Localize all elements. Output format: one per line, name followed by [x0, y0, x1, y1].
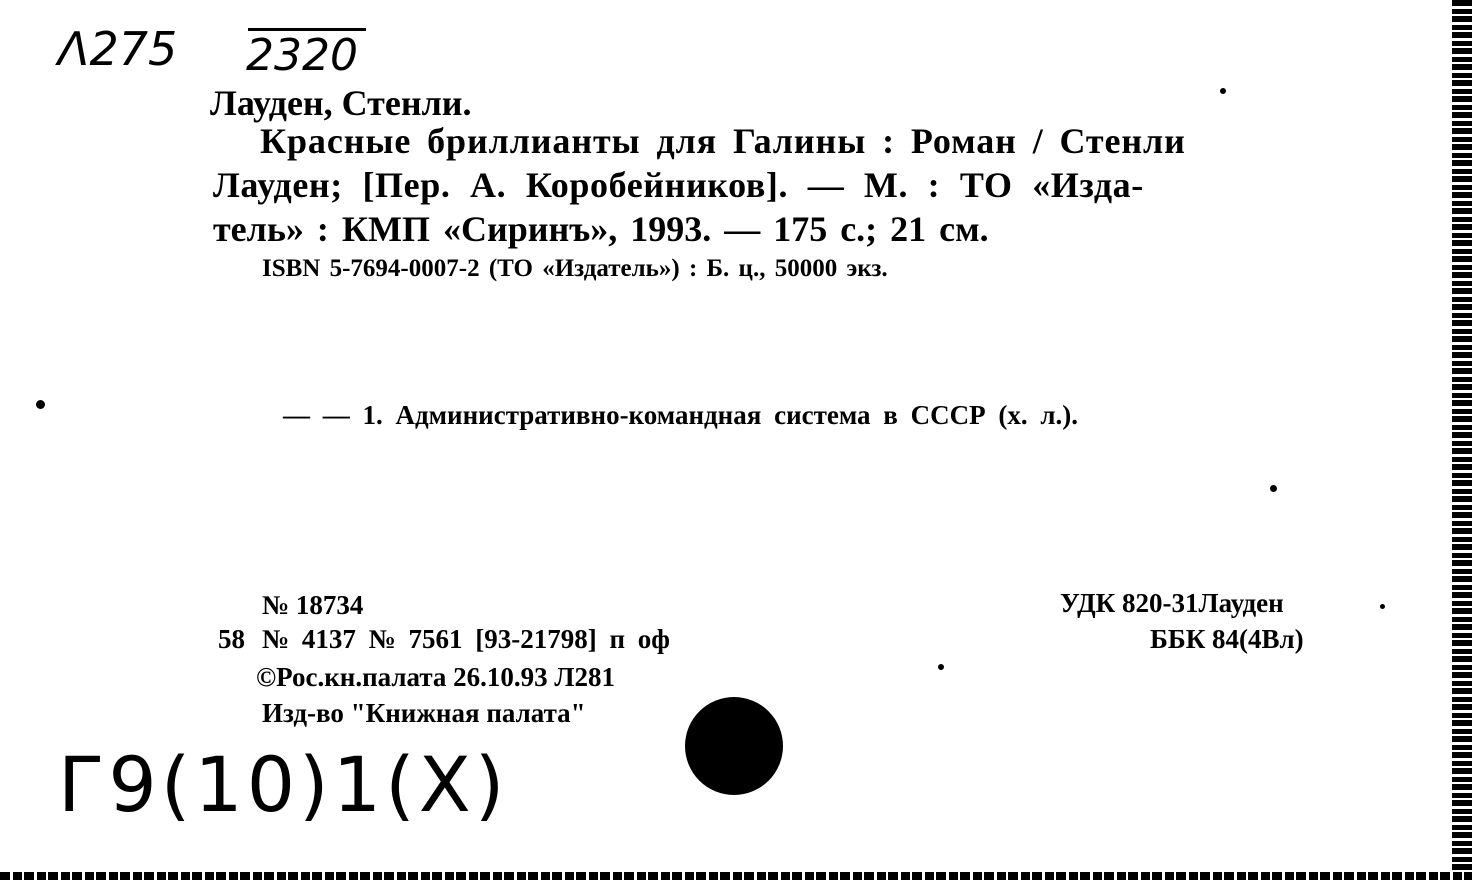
handwritten-number: 2320 [246, 30, 358, 81]
speck [36, 400, 45, 409]
speck [938, 664, 944, 670]
speck [1270, 485, 1277, 492]
hole-punch [685, 697, 783, 795]
card-edge-bottom [0, 872, 1472, 880]
speck [1220, 88, 1226, 94]
title-line-1: Красные бриллианты для Галины : Роман / Стенли [260, 121, 1186, 161]
handwritten-class-code: Г9(10)1(Х) [58, 740, 509, 829]
title-line-2: Лауден; [Пер. А. Коробейников]. — М. : ТО «Изда- [213, 165, 1144, 205]
subject-heading: — — 1. Административно-командная система в СССР (х. л.). [283, 400, 1079, 430]
udk-code: УДК 820-31Лауден [1060, 588, 1284, 618]
bbk-code: ББК 84(4Вл) [1150, 624, 1304, 654]
book-chamber-line: ©Рос.кн.палата 26.10.93 Л281 [256, 662, 616, 692]
card-number: № 18734 [262, 590, 364, 620]
publisher-line: Изд-во "Книжная палата" [262, 698, 586, 728]
isbn-line: ISBN 5-7694-0007-2 (ТО «Издатель») : Б. ц., 50000 экз. [262, 255, 888, 282]
card-edge-right [1452, 0, 1472, 880]
card-prefix: 58 [218, 624, 245, 654]
catalog-line: № 4137 № 7561 [93-21798] п оф [262, 624, 670, 654]
author-heading: Лауден, Стенли. [210, 83, 472, 123]
title-line-3: тель» : КМП «Сиринъ», 1993. — 175 с.; 21 см. [213, 209, 989, 249]
speck [1380, 604, 1385, 609]
handwritten-shelfmark: Λ275 [58, 22, 178, 76]
